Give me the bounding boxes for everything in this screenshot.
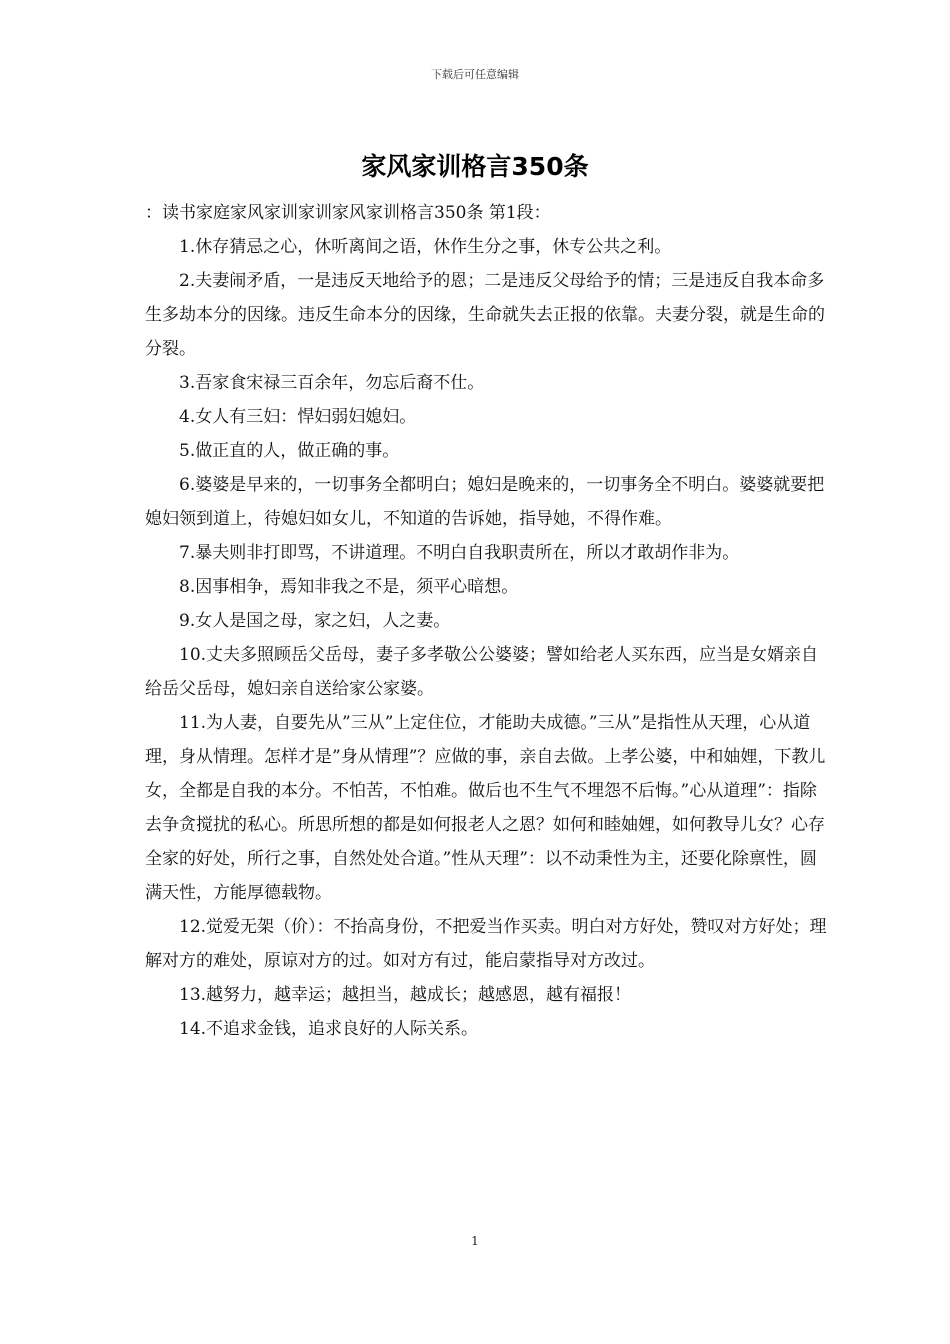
document-title: 家风家训格言350条 [361, 152, 589, 181]
document-body [145, 196, 830, 1046]
maxim-paragraph: 8.因事相争，焉知非我之不是，须平心暗想。 [179, 577, 519, 597]
maxim-paragraph: 4.女人有三妇：悍妇弱妇媳妇。 [179, 407, 417, 427]
maxim-paragraph: 7.暴夫则非打即骂，不讲道理。不明白自我职责所在，所以才敢胡作非为。 [179, 543, 740, 563]
maxim-paragraph: 14.不追求金钱，追求良好的人际关系。 [179, 1019, 479, 1039]
intro-line: ：读书家庭家风家训家训家风家训格言350条 第1段： [145, 203, 551, 223]
maxim-paragraph: 11.为人妻，自要先从”三从”上定住位，才能助夫成德。”三从”是指性从天理，心从道理，身从情理。怎样才是”身从情理”？应做的事，亲自去做。上孝公婆，中和妯娌，下教儿女，全都是自我的本分。不怕苦，不怕难。做后也不生气不埋怨不后悔。”心从道理”：指除去争贪搅扰的私心。所思所想的都是如何报老人之恩？如何和睦妯娌，如何教导儿女？心存全家的好处，所行之事，自然处处合道。”性从天理”：以不动秉性为主，还要化除禀性，圆满天性，方能厚德载物。 [145, 713, 826, 903]
maxim-paragraph: 10.丈夫多照顾岳父岳母，妻子多孝敬公公婆婆；譬如给老人买东西，应当是女婿亲自给岳父岳母，媳妇亲自送给家公家婆。 [145, 645, 819, 699]
maxim-paragraph: 9.女人是国之母，家之妇，人之妻。 [179, 611, 451, 631]
maxim-paragraph: 13.越努力，越幸运；越担当，越成长；越感恩，越有福报！ [179, 985, 632, 1005]
maxim-paragraph: 1.休存猜忌之心，休听离间之语，休作生分之事，休专公共之利。 [179, 237, 672, 257]
maxim-paragraph: 12.觉爱无架（价）：不抬高身份，不把爱当作买卖。明白对方好处，赞叹对方好处；理解对方的难处，原谅对方的过。如对方有过，能启蒙指导对方改过。 [145, 917, 827, 971]
maxim-paragraph: 3.吾家食宋禄三百余年，勿忘后裔不仕。 [179, 373, 485, 393]
page-header-note: 下载后可任意编辑 [431, 68, 519, 81]
maxim-paragraph: 5.做正直的人，做正确的事。 [179, 441, 400, 461]
page-number: 1 [471, 1234, 479, 1248]
maxim-paragraph: 6.婆婆是早来的，一切事务全都明白；媳妇是晚来的，一切事务全不明白。婆婆就要把媳妇领到道上，待媳妇如女儿，不知道的告诉她，指导她，不得作难。 [145, 475, 825, 529]
maxim-paragraph: 2.夫妻闹矛盾，一是违反天地给予的恩；二是违反父母给予的情；三是违反自我本命多生多劫本分的因缘。违反生命本分的因缘，生命就失去正报的依靠。夫妻分裂，就是生命的分裂。 [145, 271, 825, 359]
